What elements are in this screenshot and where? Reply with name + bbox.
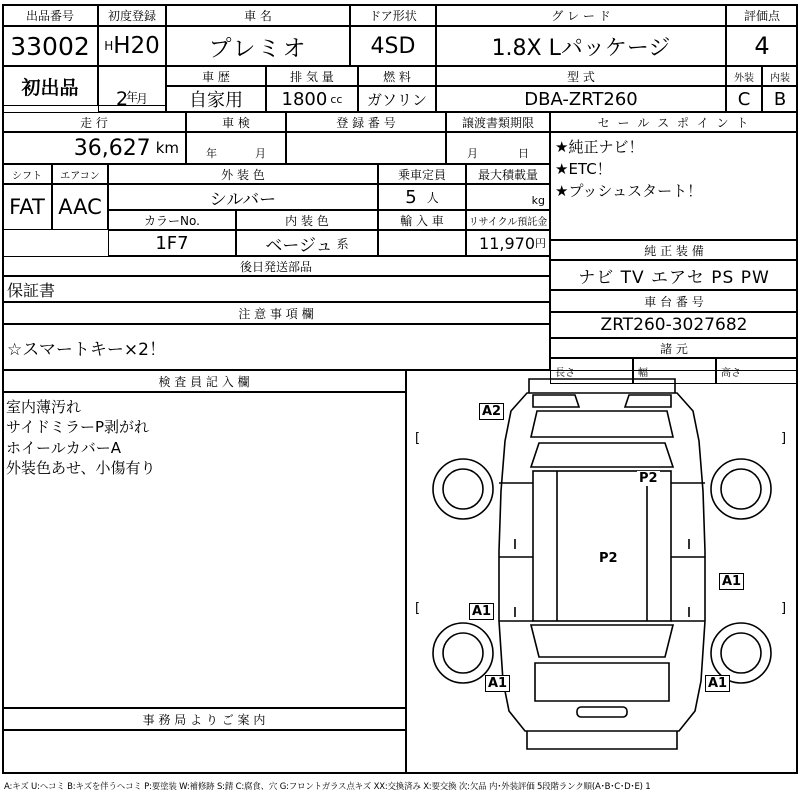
damage-mark-a1-left-rear-door: A1 (469, 603, 494, 620)
sales-point-2: ★ETC！ (555, 159, 612, 178)
mileage-value-cell (2, 132, 186, 164)
damage-mark-p2-roof: P2 (599, 551, 618, 566)
registration-month-value: 2 (115, 87, 129, 110)
registration-month-cell (98, 86, 166, 112)
transfer-month-unit: 月 (467, 147, 478, 160)
aircon-value: AAC (52, 184, 108, 230)
office-notice-label: 事 務 局 よ り ご 案 内 (2, 708, 406, 730)
registration-number-label: 登 録 番 号 (286, 112, 446, 132)
max-load-label: 最大積載量 (466, 164, 550, 184)
inspector-note-1: 室内薄汚れ (6, 398, 82, 416)
bracket-right-front: ] (781, 431, 787, 446)
interior-grade-label: 内装 (762, 66, 798, 86)
first-listing-badge: 初出品 (2, 66, 98, 106)
vehicle-damage-diagram (406, 370, 798, 774)
notes-label: 注 意 事 項 欄 (2, 302, 550, 324)
inspector-note-3: ホイールカバーA (6, 438, 121, 457)
model-code-label: 型 式 (436, 66, 726, 86)
aircon-label: エアコン (52, 164, 108, 184)
first-registration-value (98, 26, 166, 66)
door-type-value: 4SD (350, 26, 436, 66)
genuine-equipment-label: 純 正 装 備 (550, 240, 798, 260)
registration-number-value (286, 132, 446, 164)
displacement-value: 1800 (281, 88, 328, 110)
shaken-year-unit: 年 (206, 147, 217, 160)
recycle-deposit-value: 11,970 (479, 233, 535, 253)
height-label: 高さ (716, 358, 798, 384)
damage-mark-a1-right-rear-door: A1 (719, 573, 744, 590)
mileage-unit: km (155, 139, 179, 157)
era-prefix: H (104, 39, 114, 53)
model-code-value: DBA-ZRT260 (436, 86, 726, 112)
transfer-docs-value-cell (446, 132, 550, 164)
transfer-docs-label: 譲渡書類期限 (446, 112, 550, 132)
interior-color-suffix: 系 (336, 236, 349, 251)
inspector-notes-box (2, 392, 406, 708)
shaken-month-unit: 月 (255, 147, 266, 160)
shaken-label: 車 検 (186, 112, 286, 132)
door-type-label: ドア形状 (350, 4, 436, 26)
exterior-color-label: 外 装 色 (108, 164, 378, 184)
fuel-label: 燃 料 (358, 66, 436, 86)
first-registration-label: 初度登録 (98, 4, 166, 26)
sales-point-label: セ ー ル ス ポ イ ン ト (550, 112, 798, 132)
shift-value: FAT (2, 184, 52, 230)
bracket-left-rear: [ (415, 601, 421, 616)
notes-value: ☆スマートキー×2！ (2, 324, 550, 370)
exterior-grade-label: 外装 (726, 66, 762, 86)
office-notice-body (2, 730, 406, 774)
recycle-deposit-label: リサイクル預託金 (466, 210, 550, 230)
inspector-notes-label: 検 査 員 記 入 欄 (2, 370, 406, 392)
history-label: 車 歴 (166, 66, 266, 86)
shaken-value-cell (186, 132, 286, 164)
inspector-note-4: 外装色あせ、小傷有り (6, 458, 156, 477)
seats-label: 乗車定員 (378, 164, 466, 184)
recycle-deposit-unit: 円 (535, 237, 546, 250)
chassis-number-label: 車 台 番 号 (550, 290, 798, 312)
shift-label: シフト (2, 164, 52, 184)
fuel-value: ガソリン (358, 86, 436, 112)
import-value (378, 230, 466, 256)
warranty-value: 保証書 (2, 276, 550, 302)
bracket-right-rear: ] (781, 601, 787, 616)
interior-grade-value: B (762, 86, 798, 112)
length-label: 長さ (550, 358, 633, 384)
bracket-left-front: [ (415, 431, 421, 446)
mileage-value: 36,627 (73, 135, 151, 161)
grade-value: 1.8X Lパッケージ (436, 26, 726, 66)
displacement-label: 排 気 量 (266, 66, 358, 86)
color-number-value: 1F7 (108, 230, 236, 256)
sales-point-3: ★プッシュスタート！ (555, 181, 703, 200)
transfer-day-unit: 日 (518, 147, 529, 160)
interior-color-value-cell (236, 230, 378, 256)
dimensions-label: 諸 元 (550, 338, 798, 358)
seats-value-cell (378, 184, 466, 210)
grade-label: グ レ ー ド (436, 4, 726, 26)
exterior-color-value: シルバー (108, 184, 378, 210)
max-load-unit: kg (531, 194, 545, 207)
year-number: H20 (113, 33, 160, 59)
interior-color-label: 内 装 色 (236, 210, 378, 230)
damage-mark-a1-left-rear-quarter: A1 (485, 675, 510, 692)
displacement-unit: cc (330, 92, 343, 106)
mileage-label: 走 行 (2, 112, 186, 132)
sales-point-1: ★純正ナビ！ (555, 138, 644, 156)
seats-value: 5 (405, 186, 417, 208)
later-shipment-parts-label: 後日発送部品 (2, 256, 550, 276)
exterior-grade-value: C (726, 86, 762, 112)
color-number-label: カラーNo. (108, 210, 236, 230)
vehicle-outline-svg (407, 371, 797, 773)
max-load-value-cell (466, 184, 550, 210)
car-name-label: 車 名 (166, 4, 350, 26)
recycle-deposit-value-cell (466, 230, 550, 256)
inspector-note-2: サイドミラーP剥がれ (6, 418, 149, 437)
width-label: 幅 (633, 358, 716, 384)
import-label: 輸 入 車 (378, 210, 466, 230)
score-label: 評価点 (726, 4, 798, 26)
lot-number-value: 33002 (2, 26, 98, 66)
lot-number-label: 出品番号 (2, 4, 98, 26)
interior-color-value: ベージュ (265, 235, 333, 256)
year-unit: 年 (125, 90, 138, 104)
damage-mark-a2-hood: A2 (479, 403, 504, 420)
sales-point-box (550, 132, 798, 240)
displacement-value-cell (266, 86, 358, 112)
score-value: 4 (726, 26, 798, 66)
car-name-value: プレミオ (166, 26, 350, 66)
damage-mark-p2-right-front: P2 (639, 471, 658, 486)
seats-unit: 人 (426, 190, 439, 205)
registration-month-unit: 月 (136, 92, 149, 106)
history-value: 自家用 (166, 86, 266, 112)
damage-mark-a1-right-rear-quarter: A1 (705, 675, 730, 692)
legend-footer: A:キズ U:ヘコミ B:キズを伴うヘコミ P:要塗装 W:補修跡 S:錆 C:腐食、穴 G:フロントガラス点キズ XX:交換済み X:要交換 次:欠品 内･外装評価 5段階ランク順(A･B･C･D･E) 1 (4, 782, 651, 792)
genuine-equipment-value: ナビ TV エアセ PS PW (550, 260, 798, 290)
chassis-number-value: ZRT260-3027682 (550, 312, 798, 338)
